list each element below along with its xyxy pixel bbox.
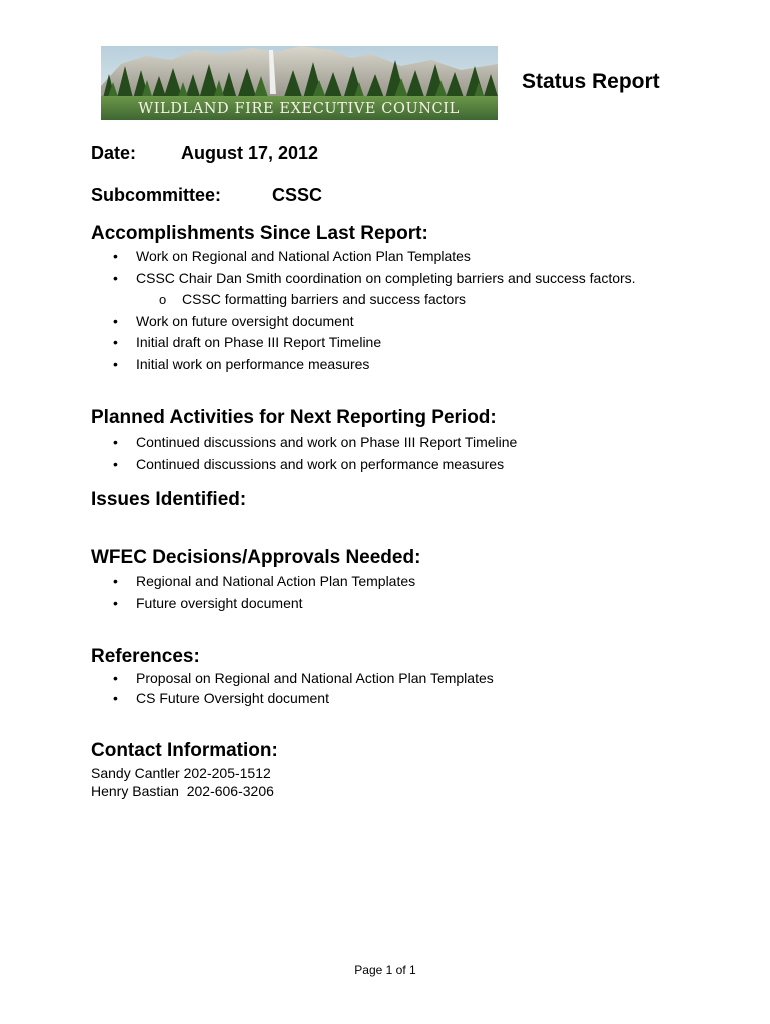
list-item: • CSSC Chair Dan Smith coordination on completing barriers and success factors. (0, 268, 636, 290)
accomplishments-heading: Accomplishments Since Last Report: (91, 223, 428, 244)
list-item: • CS Future Oversight document (0, 689, 494, 709)
list-item: • Continued discussions and work on performance measures (0, 454, 517, 476)
list-item: • Initial draft on Phase III Report Timeline (0, 332, 636, 354)
list-item: • Work on Regional and National Action Plan Templates (0, 246, 636, 268)
list-item: • Regional and National Action Plan Templates (0, 571, 415, 593)
contact-heading: Contact Information: (91, 740, 278, 761)
list-item: • Continued discussions and work on Phase III Report Timeline (0, 432, 517, 454)
page-number: Page 1 of 1 (354, 963, 416, 977)
decisions-heading: WFEC Decisions/Approvals Needed: (91, 547, 421, 568)
report-title: Status Report (522, 70, 660, 93)
date-value: August 17, 2012 (181, 143, 319, 163)
planned-activities-list (0, 432, 517, 475)
list-item: • Initial work on performance measures (0, 354, 636, 376)
banner-text: WILDLAND FIRE EXECUTIVE COUNCIL (138, 101, 460, 117)
subcommittee-label: Subcommittee: (91, 185, 222, 205)
wfec-banner-logo (101, 46, 498, 120)
list-item: • Work on future oversight document (0, 311, 636, 333)
contact-line: Henry Bastian 202-606-3206 (91, 783, 274, 799)
subcommittee-value: CSSC (272, 185, 323, 205)
decisions-list (0, 571, 415, 614)
sub-list-item: o CSSC formatting barriers and success factors (0, 289, 636, 311)
contact-line: Sandy Cantler 202-205-1512 (91, 765, 271, 781)
list-item: • Proposal on Regional and National Action Plan Templates (0, 669, 494, 689)
issues-heading: Issues Identified: (91, 489, 247, 510)
planned-activities-heading: Planned Activities for Next Reporting Period: (91, 407, 497, 428)
list-item: • Future oversight document (0, 593, 415, 615)
references-list (0, 669, 494, 708)
accomplishments-list (0, 246, 636, 375)
date-label: Date: (91, 143, 137, 163)
references-heading: References: (91, 646, 200, 667)
